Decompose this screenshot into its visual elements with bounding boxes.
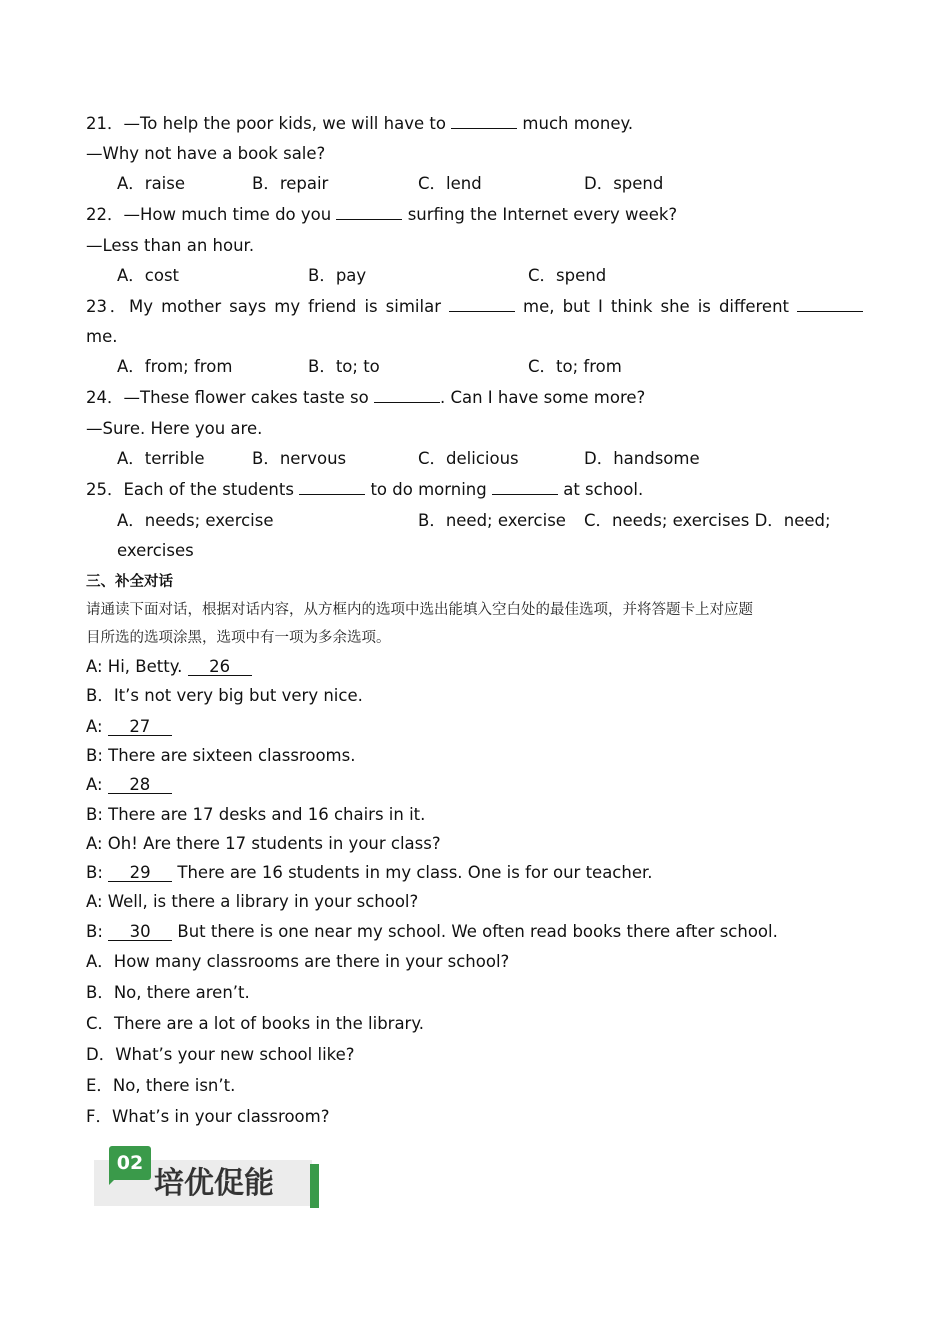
dialogue-text: A:: [86, 717, 103, 736]
q22-option-a[interactable]: A．cost: [117, 266, 180, 285]
q25-option-b[interactable]: B．need; exercise: [418, 511, 566, 530]
dialogue-line: B: There are 17 desks and 16 chairs in it.: [86, 805, 426, 824]
answer-blank[interactable]: [492, 480, 558, 495]
q25-stem-part: to do morning: [370, 480, 487, 499]
dialogue-line: [86, 862, 653, 884]
choice-d[interactable]: D．What’s your new school like?: [86, 1045, 355, 1064]
q22-option-b[interactable]: B．pay: [308, 266, 367, 285]
banner-title: 培优促能: [154, 1166, 274, 1201]
q23-word: she: [660, 297, 690, 316]
answer-blank[interactable]: [449, 297, 515, 312]
q24-stem-part: . Can I have some more?: [439, 388, 646, 407]
q23-continuation: me.: [86, 327, 118, 346]
answer-blank[interactable]: [374, 388, 440, 403]
section-instructions: 请通读下面对话，根据对话内容，从方框内的选项中选出能填入空白处的最佳选项，并将答题卡上对应题: [86, 602, 753, 618]
q24-option-d[interactable]: D．handsome: [584, 449, 700, 468]
q25-stem-part: 25．Each of the students: [86, 480, 294, 499]
q23-word: my: [274, 297, 301, 316]
q21-option-d[interactable]: D．spend: [584, 174, 664, 193]
q24-stem-part: 24．—These flower cakes taste so: [86, 388, 369, 407]
section-instructions: 目所选的选项涂黑，选项中有一项为多余选项。: [86, 630, 391, 646]
q24-stem: [86, 387, 645, 409]
q23-word: me,: [523, 297, 555, 316]
answer-blank[interactable]: [797, 297, 863, 312]
answer-blank[interactable]: [336, 205, 402, 220]
section-banner: [94, 1146, 320, 1210]
dialogue-line: [86, 716, 172, 738]
q21-option-c[interactable]: C．lend: [418, 174, 482, 193]
dialogue-text: But there is one near my school. We often read books there after school.: [177, 922, 778, 941]
q25-option-d-cont[interactable]: exercises: [117, 541, 194, 560]
q25-stem: [86, 479, 643, 501]
q23-word: friend: [308, 297, 357, 316]
q24-option-a[interactable]: A．terrible: [117, 449, 205, 468]
q23-option-c[interactable]: C．to; from: [528, 357, 622, 376]
dialogue-line: [86, 921, 778, 943]
dialogue-text: A: Hi, Betty.: [86, 657, 183, 676]
q23-word: mother: [161, 297, 222, 316]
q23-word: is: [364, 297, 378, 316]
q22-option-c[interactable]: C．spend: [528, 266, 607, 285]
choice-b[interactable]: B．No, there aren’t.: [86, 983, 250, 1002]
answer-blank[interactable]: [299, 480, 365, 495]
blank-28[interactable]: 28: [108, 776, 172, 794]
answer-blank[interactable]: [451, 114, 517, 129]
banner-number: 02: [116, 1152, 144, 1174]
q24-reply: —Sure. Here you are.: [86, 419, 263, 438]
blank-29[interactable]: 29: [108, 864, 172, 882]
dialogue-text: B:: [86, 922, 103, 941]
q23-word: similar: [385, 297, 441, 316]
choice-c[interactable]: C．There are a lot of books in the library.: [86, 1014, 425, 1033]
section-title: 三、补全对话: [86, 574, 173, 590]
dialogue-text: A:: [86, 775, 103, 794]
dialogue-line: B．It’s not very big but very nice.: [86, 686, 363, 705]
q22-stem-part: surfing the Internet every week?: [407, 205, 678, 224]
q23-word: says: [229, 297, 267, 316]
dialogue-line: B: There are sixteen classrooms.: [86, 746, 356, 765]
blank-27[interactable]: 27: [108, 718, 172, 736]
q24-option-b[interactable]: B．nervous: [252, 449, 347, 468]
blank-26[interactable]: 26: [188, 658, 252, 676]
q22-reply: —Less than an hour.: [86, 236, 255, 255]
q23-option-b[interactable]: B．to; to: [308, 357, 380, 376]
dialogue-line: A: Oh! Are there 17 students in your class?: [86, 834, 441, 853]
q21-reply: —Why not have a book sale?: [86, 144, 326, 163]
choice-e[interactable]: E．No, there isn’t.: [86, 1076, 236, 1095]
banner-accent-bar: [310, 1164, 319, 1208]
q23-word: is: [697, 297, 711, 316]
q21-stem-part: 21．—To help the poor kids, we will have to: [86, 114, 446, 133]
q23-word: I: [598, 297, 603, 316]
blank-30[interactable]: 30: [108, 923, 172, 941]
q24-option-c[interactable]: C．delicious: [418, 449, 519, 468]
q23-word: but: [562, 297, 590, 316]
dialogue-line: A: Well, is there a library in your school?: [86, 892, 419, 911]
q22-stem: [86, 204, 677, 226]
dialogue-text: B:: [86, 863, 103, 882]
q23-word: different: [718, 297, 790, 316]
q21-stem-part: much money.: [522, 114, 634, 133]
choice-f[interactable]: F．What’s in your classroom?: [86, 1107, 330, 1126]
q21-option-b[interactable]: B．repair: [252, 174, 329, 193]
dialogue-line: [86, 656, 252, 678]
q21-option-a[interactable]: A．raise: [117, 174, 186, 193]
q25-option-c-d[interactable]: C．needs; exercises D．need;: [584, 511, 831, 530]
dialogue-text: There are 16 students in my class. One is for our teacher.: [177, 863, 653, 882]
q23-stem: [86, 296, 863, 318]
q23-option-a[interactable]: A．from; from: [117, 357, 233, 376]
q25-stem-part: at school.: [563, 480, 644, 499]
q21-stem: [86, 113, 633, 135]
q25-option-a[interactable]: A．needs; exercise: [117, 511, 274, 530]
q22-stem-part: 22．—How much time do you: [86, 205, 332, 224]
q23-word: think: [610, 297, 653, 316]
badge-tail-icon: [109, 1176, 118, 1185]
dialogue-line: [86, 774, 172, 796]
q23-word: 23．My: [86, 297, 154, 316]
choice-a[interactable]: A．How many classrooms are there in your school?: [86, 952, 510, 971]
